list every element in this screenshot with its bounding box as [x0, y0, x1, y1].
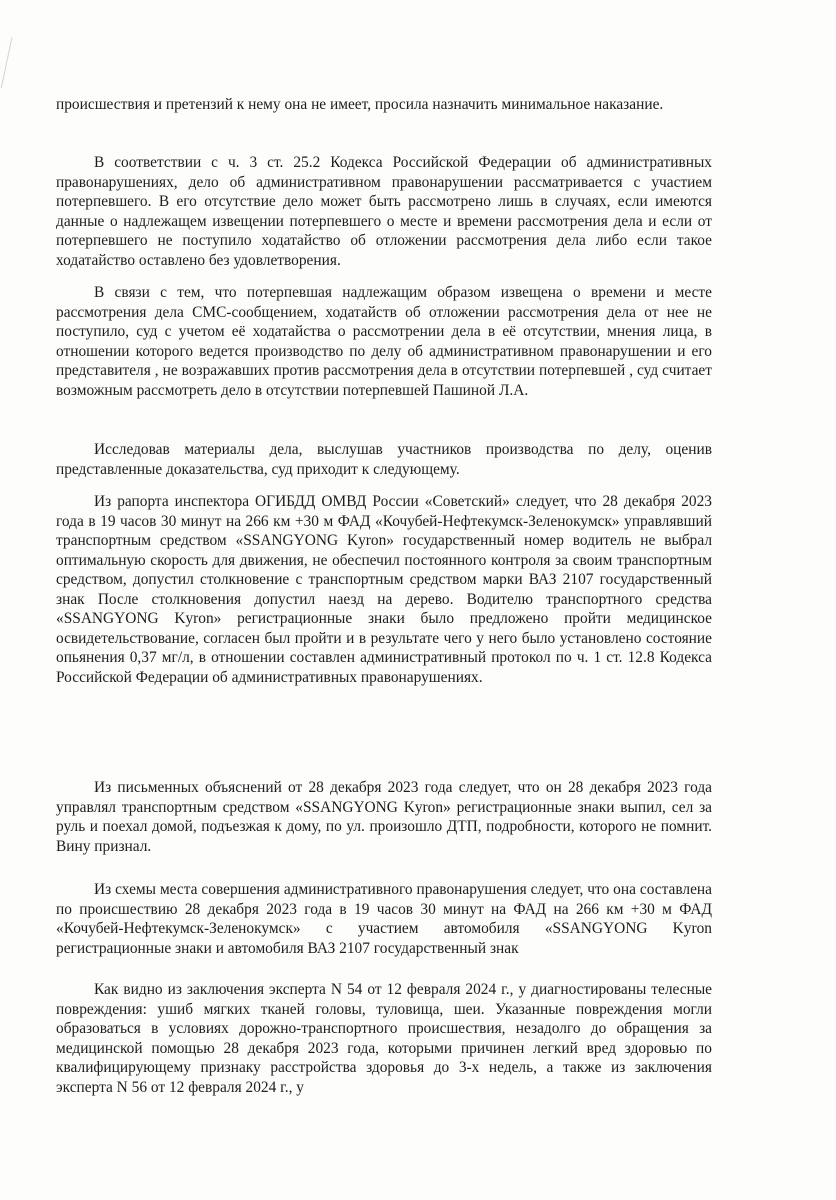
- scan-margin-mark: [1, 37, 26, 91]
- paragraph-6: Из письменных объяснений от 28 декабря 2023 года следует, что он 28 декабря 2023 года управлял транспортным средством «SSANGYONG Kyron» регистрационные знаки выпил, сел за руль и поехал домой, подъезжая к дому, по ул. произошло ДТП, подробности, которого не помнит. Вину признал.: [56, 779, 712, 855]
- paragraph-3: В связи с тем, что потерпевшая надлежащим образом извещена о времени и месте рассмотрения дела СМС-сообщением, ходатайств об отложении рассмотрения дела от нее не поступило, суд с учетом её ходатайства о рассмотрении дела в её отсутствии, мнения лица, в отношении которого ведется производство по делу об административном правонарушении и его представителя , не возражавших против рассмотрения дела в отсутствии потерпевшей , суд считает возможным рассмотреть дело в отсутствии потерпевшей Пашиной Л.А.: [56, 284, 712, 399]
- paragraph-2: В соответствии с ч. 3 ст. 25.2 Кодекса Российской Федерации об административных правонарушениях, дело об административном правонарушении рассматривается с участием потерпевшего. В его отсутствие дело может быть рассмотрено лишь в случаях, если имеются данные о надлежащем извещении потерпевшего о месте и времени рассмотрения дела и если от потерпевшего не поступило ходатайство об отложении рассмотрения дела либо если такое ходатайство оставлено без удовлетворения.: [56, 154, 712, 269]
- paragraph-5: Из рапорта инспектора ОГИБДД ОМВД России «Советский» следует, что 28 декабря 2023 года в 19 часов 30 минут на 266 км +30 м ФАД «Кочубей-Нефтекумск-Зеленокумск» управлявший транспортным средством «SSANGYONG Kyron» государственный номер водитель не выбрал оптимальную скорость для движения, не обеспечил постоянного контроля за своим транспортным средством, допустил столкновение с транспортным средством марки ВАЗ 2107 государственный знак После столкновения допустил наезд на дерево. Водителю транспортного средства «SSANGYONG Kyron» регистрационные знаки было предложено пройти медицинское освидетельствование, согласен был пройти и в результате чего у него было установлено состояние опьянения 0,37 мг/л, в отношении составлен административный протокол по ч. 1 ст. 12.8 Кодекса Российской Федерации об административных правонарушениях.: [56, 493, 712, 686]
- paragraph-1: происшествия и претензий к нему она не имеет, просила назначить минимальное наказание.: [56, 96, 664, 113]
- paragraph-8: Как видно из заключения эксперта N 54 от 12 февраля 2024 г., у диагностированы телесные повреждения: ушиб мягких тканей головы, туловища, шеи. Указанные повреждения могли образоваться в условиях дорожно-транспортного происшествия, незадолго до обращения за медицинской помощью 28 декабря 2023 года, которыми причинен легкий вред здоровью по квалифицирующему признаку расстройства здоровья до 3-х недель, а также из заключения эксперта N 56 от 12 февраля 2024 г., у: [56, 981, 712, 1096]
- paragraph-4: Исследовав материалы дела, выслушав участников производства по делу, оценив представленные доказательства, суд приходит к следующему.: [56, 441, 712, 478]
- paragraph-7: Из схемы места совершения административного правонарушения следует, что она составлена по происшествию 28 декабря 2023 года в 19 часов 30 минут на ФАД на 266 км +30 м ФАД «Кочубей-Нефтекумск-Зеленокумск» с участием автомобиля «SSANGYONG Kyron регистрационные знаки и автомобиля ВАЗ 2107 государственный знак: [56, 881, 712, 957]
